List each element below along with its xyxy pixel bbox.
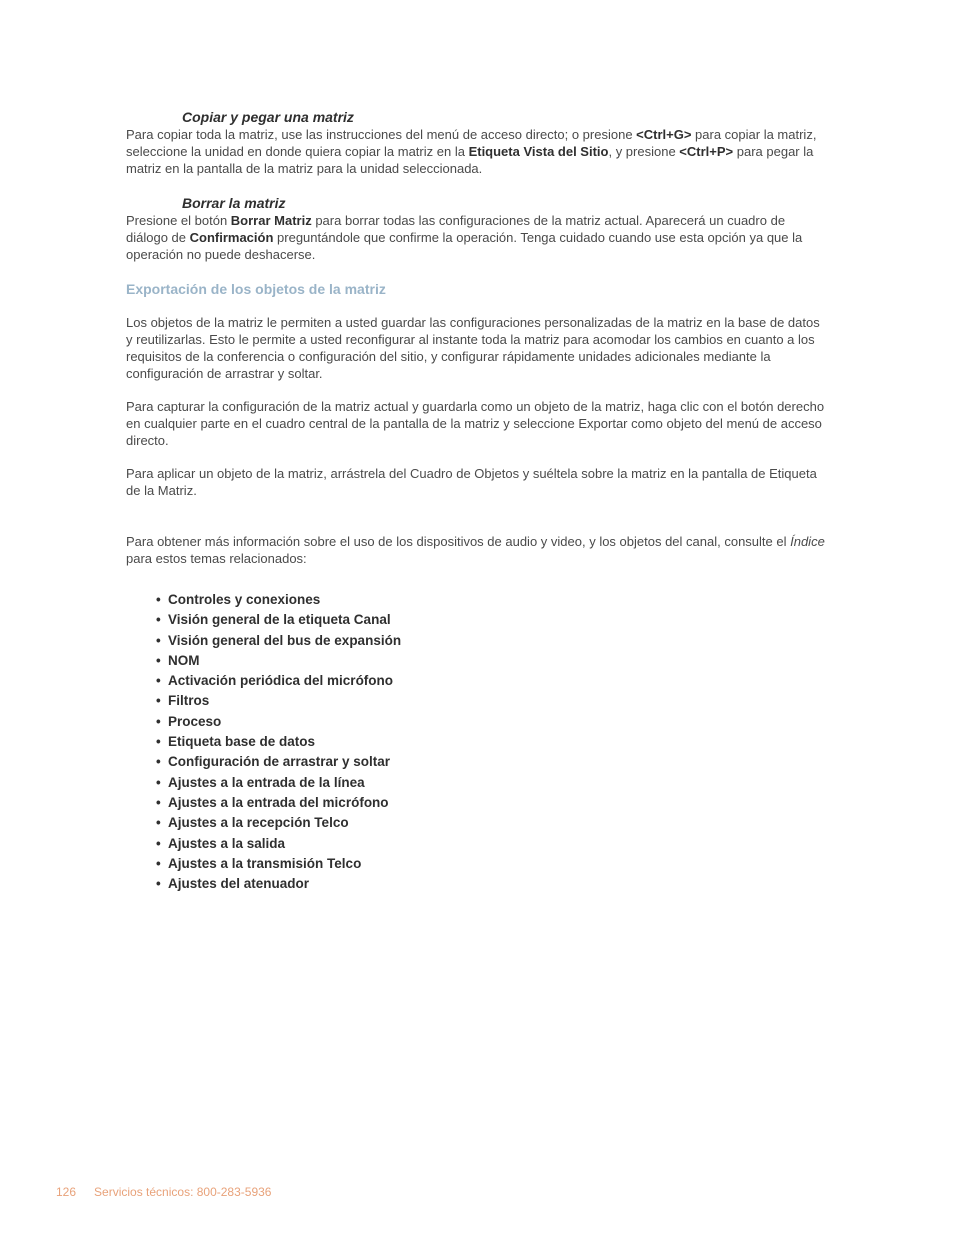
related-topic-label: Ajustes a la recepción Telco [168,815,349,831]
related-topic-item [156,712,826,732]
bullet-icon: • [156,592,161,607]
related-topic-item [156,793,826,813]
bullet-icon: • [156,876,161,892]
export-section-heading: Exportación de los objetos de la matriz [126,281,386,297]
page-number: 126 [56,1185,77,1199]
more-info-paragraph: Para obtener más información sobre el uso de los dispositivos de audio y video, y los objetos del canal, consulte el Índice para estos temas relacionados: [126,534,825,566]
page-footer [56,1185,271,1200]
bullet-icon: • [156,855,161,871]
related-topic-label: Activación periódica del micrófono [168,673,394,689]
confirmation-dialog-name: Confirmación [189,230,274,245]
bullet-icon: • [156,835,161,851]
related-topic-label: Configuración de arrastrar y soltar [168,754,391,770]
related-topic-label: Controles y conexiones [168,592,321,607]
bullet-icon: • [156,774,161,790]
bullet-icon: • [156,815,161,831]
related-topics-list [126,590,826,894]
export-paragraph-1: Los objetos de la matriz le permiten a usted guardar las configuraciones personalizadas de la matriz en la base de datos y reutilizarlas. Esto le permite a usted reconfigurar al instante toda la matriz para acomodar los cambios en cuanto a los requisitos de la conferencia o configuración del sitio, y configurar rápidamente unidades adicionales mediante la configuración de arrastrar y soltar. [126,315,820,381]
related-topic-item [156,752,826,772]
bullet-icon: • [156,713,161,729]
related-topic-label: Ajustes a la salida [168,835,286,851]
related-topic-label: Filtros [168,693,210,709]
bullet-icon: • [156,693,161,709]
related-topic-item [156,590,826,610]
support-phone: Servicios técnicos: 800-283-5936 [94,1185,272,1199]
related-topic-label: Ajustes a la entrada de la línea [168,774,365,790]
bullet-icon: • [156,632,161,648]
related-topic-item [156,834,826,854]
related-topic-item [156,610,826,630]
export-paragraph-3: Para aplicar un objeto de la matriz, arrástrela del Cuadro de Objetos y suéltela sobre la matriz en la pantalla de Etiqueta de la Matriz. [126,466,817,498]
related-topic-label: Ajustes a la transmisión Telco [168,855,362,871]
page-content [126,109,826,894]
related-topic-item [156,691,826,711]
clear-matrix-paragraph: Presione el botón Borrar Matriz para borrar todas las configuraciones de la matriz actual. Aparecerá un cuadro de diálogo de Confirmación preguntándole que confirme la operación. Tenga cuidado cuando use esta opción ya que la operación no puede deshacerse. [126,213,803,262]
bullet-icon: • [156,612,161,628]
related-topic-item [156,732,826,752]
related-topic-item [156,813,826,833]
related-topic-item [156,651,826,671]
export-paragraph-2: Para capturar la configuración de la matriz actual y guardarla como un objeto de la matriz, haga clic con el botón derecho en cualquier parte en el cuadro central de la pantalla de la matriz y seleccione Exportar como objeto del menú de acceso directo. [126,399,825,448]
ctrl-g-shortcut: <Ctrl+G> [636,127,692,142]
bullet-icon: • [156,794,161,810]
ctrl-p-shortcut: <Ctrl+P> [679,144,734,159]
related-topic-item [156,631,826,651]
index-reference: Índice [790,534,825,549]
related-topic-item [156,773,826,793]
bullet-icon: • [156,673,161,689]
bullet-icon: • [156,754,161,770]
clear-matrix-button-name: Borrar Matriz [230,213,312,228]
related-topic-item [156,874,826,894]
site-view-tab-name: Etiqueta Vista del Sitio [468,144,609,159]
related-topic-item [156,671,826,691]
related-topic-label: NOM [168,652,200,668]
related-topic-item [156,854,826,874]
related-topic-label: Visión general del bus de expansión [168,632,402,648]
related-topic-label: Visión general de la etiqueta Canal [168,612,391,628]
bullet-icon: • [156,734,161,750]
clear-matrix-heading: Borrar la matriz [182,195,286,211]
related-topic-label: Ajustes del atenuador [168,876,310,892]
related-topic-label: Etiqueta base de datos [168,734,316,750]
copy-paste-heading: Copiar y pegar una matriz [182,109,354,125]
related-topic-label: Ajustes a la entrada del micrófono [168,794,389,810]
copy-paste-paragraph: Para copiar toda la matriz, use las instrucciones del menú de acceso directo; o presione <Ctrl+G> para copiar la matriz, seleccione la unidad en donde quiera copiar la matriz en la Etiqueta Vista del Sitio, y presione <Ctrl+P> para pegar la matriz en la pantalla de la matriz para la unidad seleccionada. [126,127,817,176]
related-topic-label: Proceso [168,713,222,729]
bullet-icon: • [156,652,161,668]
